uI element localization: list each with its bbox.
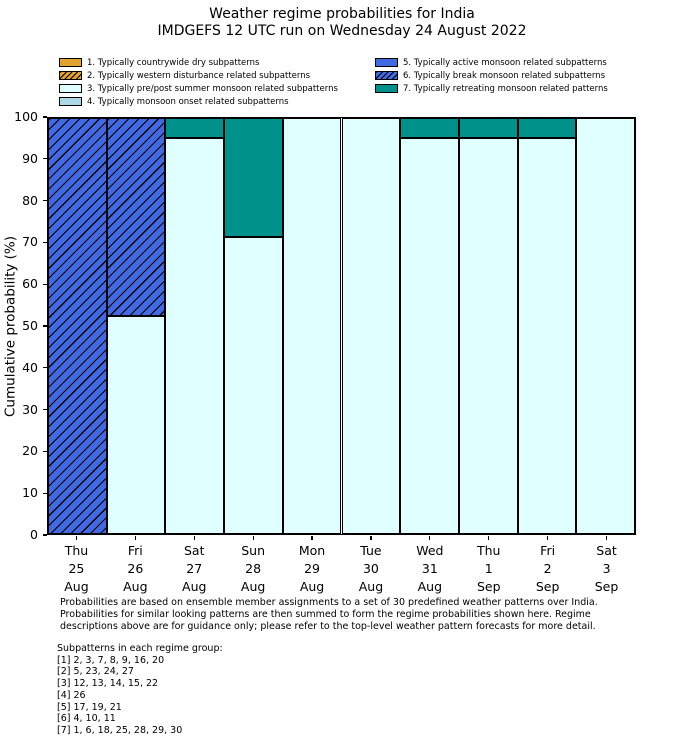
legend-label-1: 1. Typically countrywide dry subpatterns (87, 57, 260, 68)
bar-segment-regime-7 (518, 118, 577, 138)
x-tick-label: Fri 2 Sep (535, 543, 560, 594)
bar-thu-25-aug (48, 118, 107, 534)
x-tick-mark (135, 536, 136, 540)
y-axis-label: Cumulative probability (%) (2, 235, 19, 417)
legend-item-6 (375, 69, 608, 82)
bar-segment-regime-3 (283, 118, 342, 534)
legend-swatch-5 (375, 58, 398, 67)
x-tick-mark (429, 536, 430, 540)
legend-label-6: 6. Typically break monsoon related subpatterns (403, 70, 605, 81)
bar-sun-28-aug (224, 118, 283, 534)
y-tick-label: 10 (22, 485, 38, 501)
x-tick-label: Sun 28 Aug (240, 543, 266, 594)
bar-thu-1-sep (459, 118, 518, 534)
bar-fri-26-aug (107, 118, 166, 534)
chart-title (0, 6, 692, 40)
bar-segment-regime-3 (107, 316, 166, 534)
x-tick-label: Thu 1 Sep (476, 543, 501, 594)
legend-label-7: 7. Typically retreating monsoon related patterns (403, 83, 608, 94)
y-tick-label: 50 (22, 318, 38, 333)
legend-label-5: 5. Typically active monsoon related subpatterns (403, 57, 607, 68)
y-tick-label: 80 (22, 192, 38, 208)
bar-segment-regime-7 (224, 118, 283, 237)
x-tick-label: Sat 3 Sep (594, 543, 619, 594)
x-tick-mark (547, 536, 548, 540)
bar-segment-regime-3 (165, 138, 224, 534)
legend-label-4: 4. Typically monsoon onset related subpatterns (87, 96, 289, 107)
bar-wed-31-aug (400, 118, 459, 534)
y-tick-label: 20 (22, 443, 38, 459)
legend-column-right (375, 56, 608, 95)
subpatterns-group-4: [4] 26 (57, 689, 86, 701)
bar-segment-regime-7 (459, 118, 518, 138)
x-tick-label: Thu 25 Aug (64, 543, 89, 594)
bar-tue-30-aug (342, 118, 401, 534)
legend-swatch-2 (59, 71, 82, 80)
x-tick-label: Sat 27 Aug (182, 543, 207, 594)
bar-segment-regime-7 (400, 118, 459, 138)
legend-item-2 (59, 69, 338, 82)
y-tick-label: 30 (22, 401, 38, 417)
legend-item-1 (59, 56, 338, 69)
footer-line3: descriptions above are for guidance only; please refer to the top-level weather pattern forecasts for more detail. (60, 620, 596, 632)
legend-label-3: 3. Typically pre/post summer monsoon related subpatterns (87, 83, 338, 94)
subpatterns-group-1: [1] 2, 3, 7, 8, 9, 16, 20 (57, 654, 165, 666)
subpatterns-group-7: [7] 1, 6, 18, 25, 28, 29, 30 (57, 724, 183, 736)
subpatterns-group-2: [2] 5, 23, 24, 27 (57, 666, 134, 678)
bar-segment-regime-3 (224, 237, 283, 534)
bar-segment-regime-3 (518, 138, 577, 534)
x-tick-mark (194, 536, 195, 540)
x-tick-mark (311, 536, 312, 540)
legend-item-5 (375, 56, 608, 69)
y-tick-label: 0 (30, 527, 38, 542)
y-tick-label: 60 (22, 276, 38, 292)
y-tick-label: 40 (22, 359, 38, 375)
subpatterns-group-5: [5] 17, 19, 21 (57, 701, 122, 713)
y-tick-label: 100 (14, 109, 38, 124)
bar-segment-regime-3 (400, 138, 459, 534)
bar-segment-regime-3 (576, 118, 635, 534)
bar-segment-regime-7 (165, 118, 224, 138)
bar-fri-2-sep (518, 118, 577, 534)
chart-title-line1: Weather regime probabilities for India (209, 6, 475, 22)
bar-segment-regime-6 (107, 118, 166, 316)
subpatterns-group-3: [3] 12, 13, 14, 15, 22 (57, 678, 159, 690)
x-tick-mark (253, 536, 254, 540)
chart-title-line2: IMDGEFS 12 UTC run on Wednesday 24 August 2022 (157, 23, 527, 39)
x-tick-mark (76, 536, 77, 540)
legend-item-4 (59, 95, 338, 108)
x-tick-mark (488, 536, 489, 540)
legend-swatch-7 (375, 84, 398, 93)
subpatterns-group-6: [6] 4, 10, 11 (57, 713, 116, 725)
bar-sat-3-sep (576, 118, 635, 534)
legend-label-2: 2. Typically western disturbance related subpatterns (87, 70, 311, 81)
legend-column-left (59, 56, 338, 108)
y-tick-label: 70 (22, 234, 38, 250)
bar-segment-regime-3 (459, 138, 518, 534)
x-tick-mark (606, 536, 607, 540)
x-tick-label: Wed 31 Aug (416, 543, 444, 594)
y-axis (0, 109, 47, 542)
bar-sat-27-aug (165, 118, 224, 534)
x-tick-label: Mon 29 Aug (298, 543, 326, 594)
footer-note (60, 597, 598, 632)
bar-segment-regime-6 (48, 118, 107, 534)
legend-swatch-3 (59, 84, 82, 93)
legend-swatch-1 (59, 58, 82, 67)
x-tick-label: Tue 30 Aug (358, 543, 384, 594)
y-tick-label: 90 (22, 150, 38, 166)
bar-segment-regime-3 (342, 118, 401, 534)
x-tick-mark (370, 536, 371, 540)
footer-line2: Probabilities for similar looking patterns are then summed to form the regime probabilities shown here. Regime (60, 608, 591, 620)
footer-line1: Probabilities are based on ensemble member assignments to a set of 30 predefined weather patterns over India. (60, 597, 598, 608)
plot-area (47, 117, 636, 535)
subpatterns-header: Subpatterns in each regime group: (57, 643, 223, 654)
subpatterns-block (57, 643, 223, 737)
x-tick-label: Fri 26 Aug (123, 543, 148, 594)
bar-mon-29-aug (283, 118, 342, 534)
legend-swatch-4 (59, 97, 82, 106)
legend-swatch-6 (375, 71, 398, 80)
legend-item-3 (59, 82, 338, 95)
legend-item-7 (375, 82, 608, 95)
